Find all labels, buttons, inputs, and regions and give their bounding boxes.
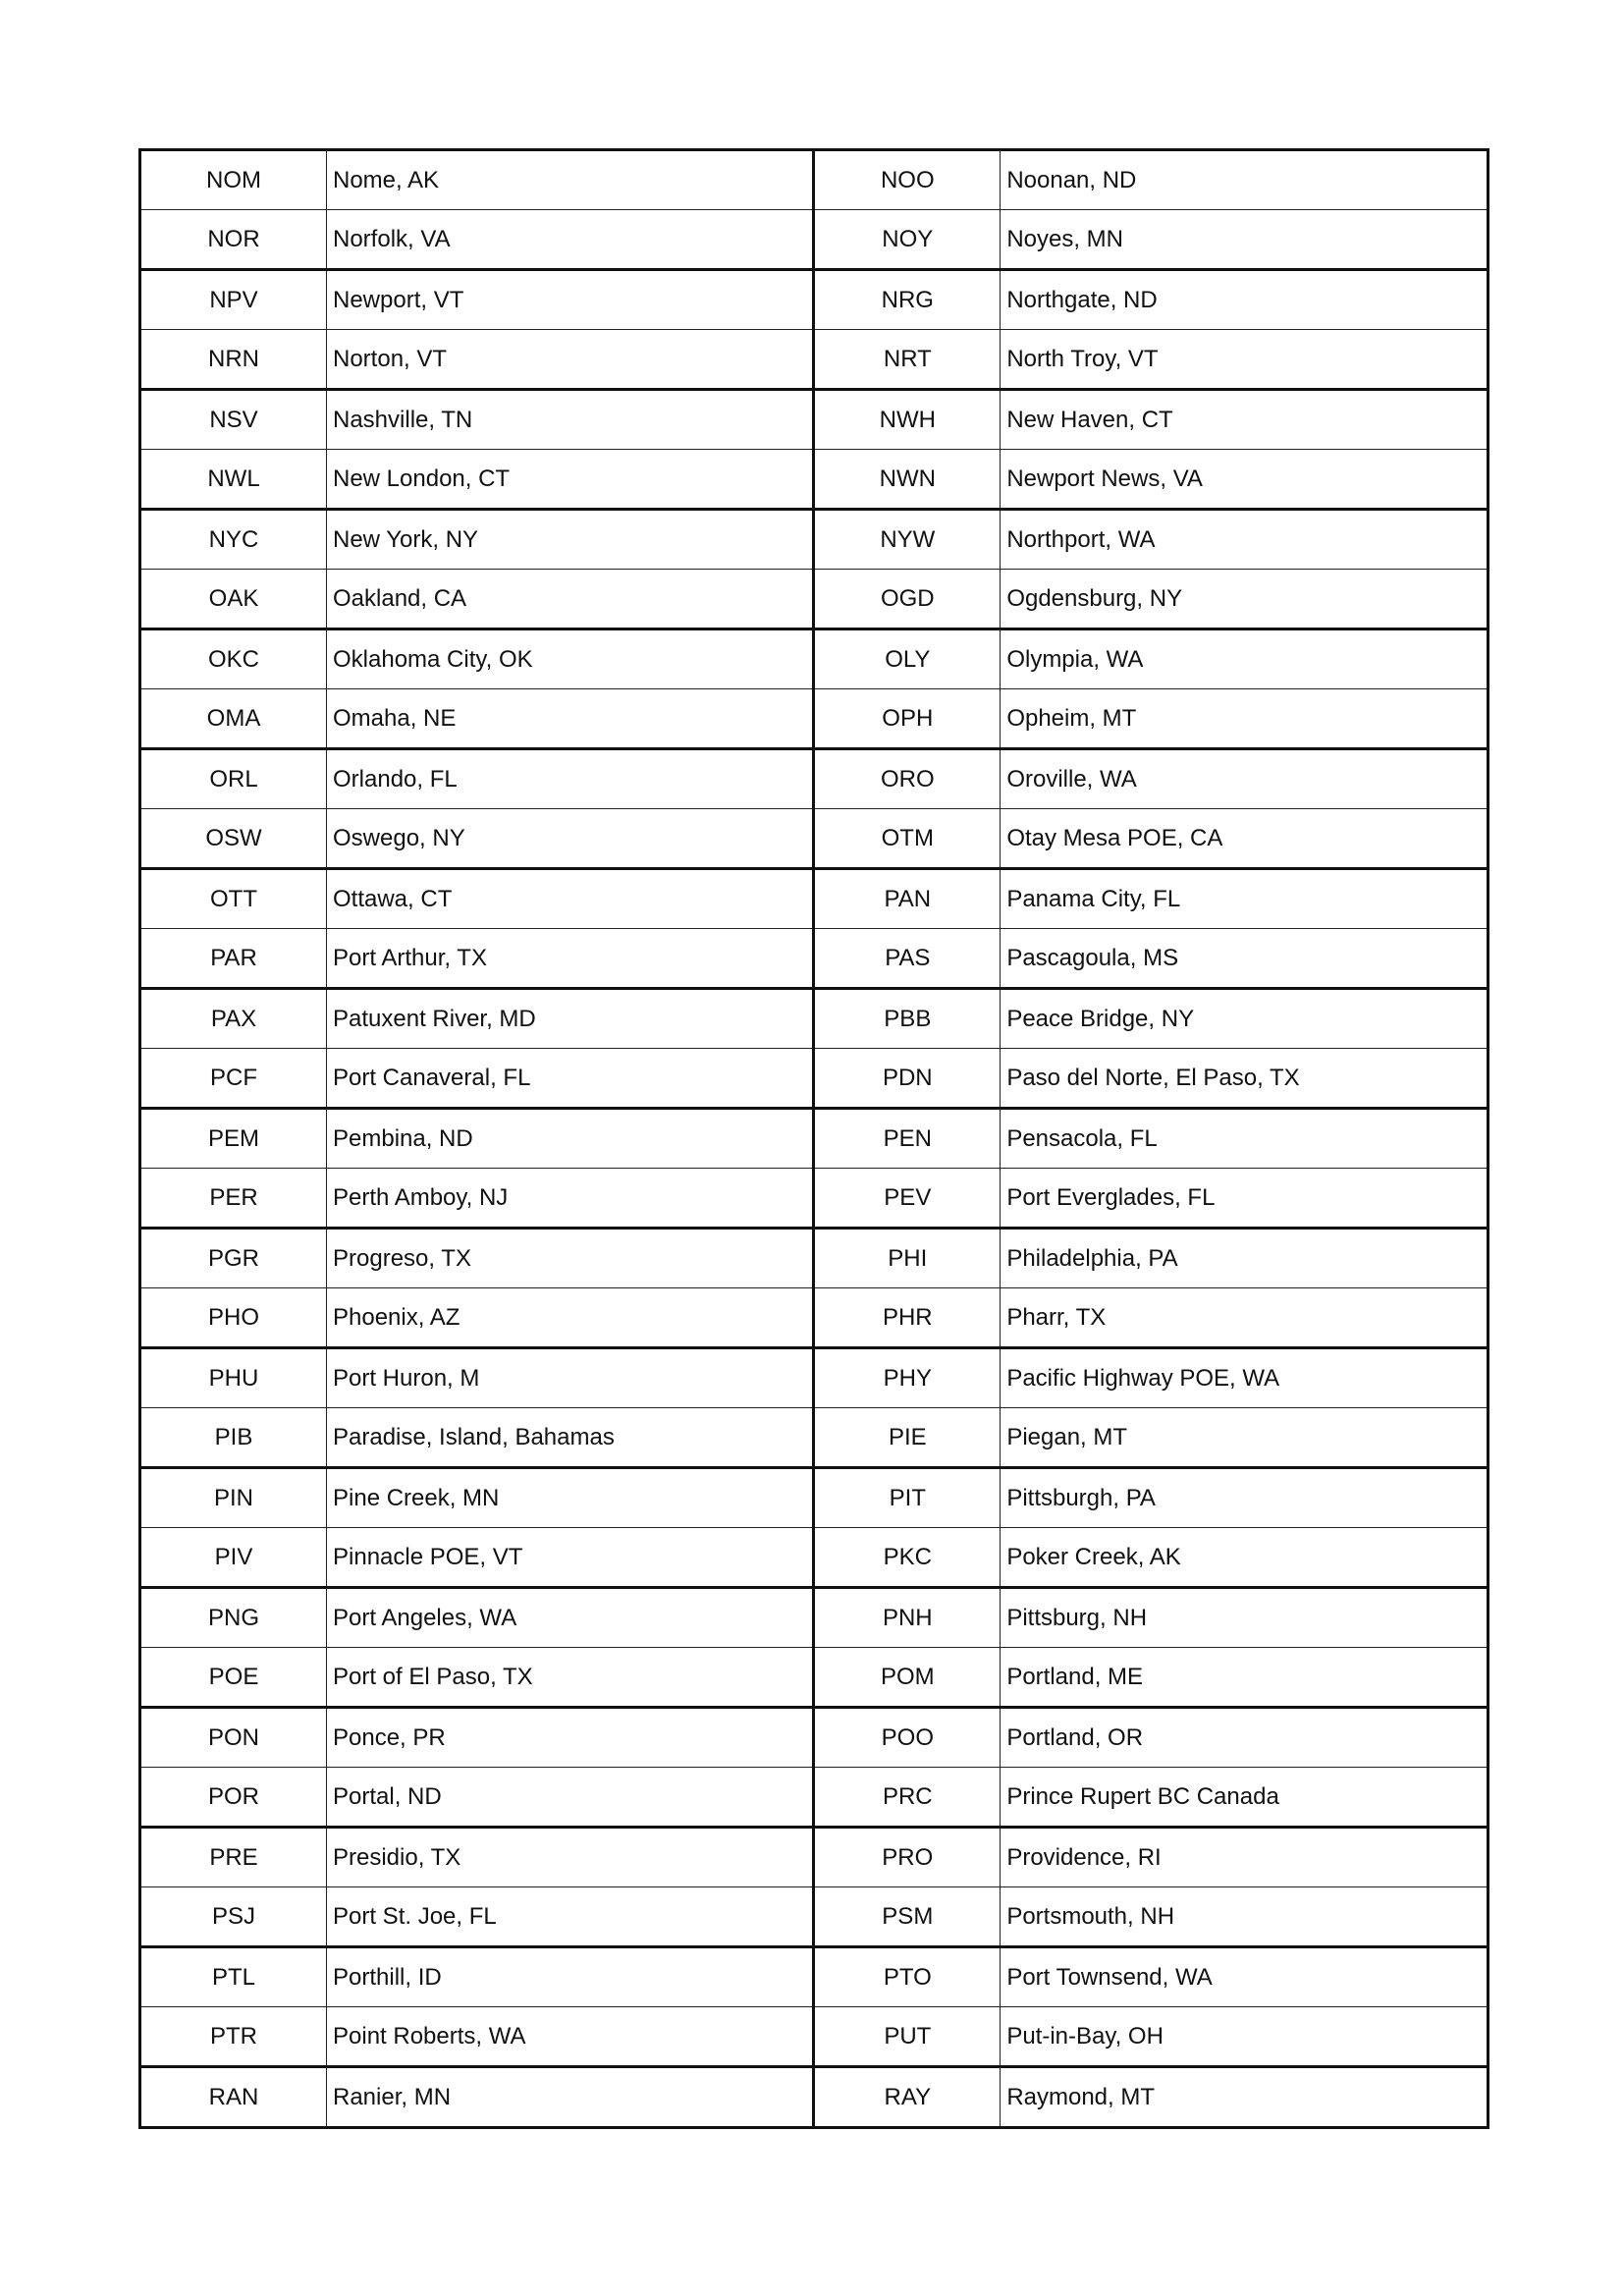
- port-code: RAY: [814, 2067, 1001, 2128]
- port-name: Prince Rupert BC Canada: [1001, 1768, 1489, 1828]
- port-code: PTL: [140, 1947, 327, 2007]
- port-code: PHY: [814, 1348, 1001, 1408]
- port-code: POR: [140, 1768, 327, 1828]
- port-code: PTR: [140, 2007, 327, 2067]
- port-name: Pittsburgh, PA: [1001, 1468, 1489, 1528]
- table-row: [140, 1229, 1489, 1288]
- port-code: POM: [814, 1648, 1001, 1708]
- port-name: Paradise, Island, Bahamas: [327, 1408, 814, 1468]
- port-code: PHO: [140, 1288, 327, 1348]
- port-code: PRO: [814, 1828, 1001, 1887]
- port-code: PDN: [814, 1049, 1001, 1109]
- table-row: [140, 1887, 1489, 1947]
- port-name: Port Everglades, FL: [1001, 1169, 1489, 1229]
- port-name: Peace Bridge, NY: [1001, 989, 1489, 1049]
- port-name: Providence, RI: [1001, 1828, 1489, 1887]
- port-code: POE: [140, 1648, 327, 1708]
- port-name: Pine Creek, MN: [327, 1468, 814, 1528]
- port-code: PON: [140, 1708, 327, 1768]
- port-name: Port Arthur, TX: [327, 929, 814, 989]
- port-code: OKC: [140, 629, 327, 689]
- port-name: Philadelphia, PA: [1001, 1229, 1489, 1288]
- table-row: [140, 1468, 1489, 1528]
- port-name: Presidio, TX: [327, 1828, 814, 1887]
- port-code: PSJ: [140, 1887, 327, 1947]
- port-name: Perth Amboy, NJ: [327, 1169, 814, 1229]
- table-row: [140, 1049, 1489, 1109]
- port-code: PKC: [814, 1528, 1001, 1588]
- port-code: OSW: [140, 809, 327, 869]
- port-code: PBB: [814, 989, 1001, 1049]
- port-name: Oklahoma City, OK: [327, 629, 814, 689]
- port-code: OTM: [814, 809, 1001, 869]
- port-code: RAN: [140, 2067, 327, 2128]
- port-code: PAX: [140, 989, 327, 1049]
- port-code: ORO: [814, 749, 1001, 809]
- port-name: Port of El Paso, TX: [327, 1648, 814, 1708]
- table-row: [140, 629, 1489, 689]
- table-row: [140, 1528, 1489, 1588]
- port-code: PHU: [140, 1348, 327, 1408]
- table-row: [140, 570, 1489, 629]
- port-code: NYW: [814, 510, 1001, 570]
- port-code: PCF: [140, 1049, 327, 1109]
- port-name: Pembina, ND: [327, 1109, 814, 1169]
- port-name: Port Canaveral, FL: [327, 1049, 814, 1109]
- port-code: OAK: [140, 570, 327, 629]
- port-name: Norfolk, VA: [327, 210, 814, 270]
- port-code: NPV: [140, 270, 327, 330]
- port-name: Pacific Highway POE, WA: [1001, 1348, 1489, 1408]
- port-code: PSM: [814, 1887, 1001, 1947]
- port-code: PAS: [814, 929, 1001, 989]
- table-row: [140, 1408, 1489, 1468]
- table-row: [140, 270, 1489, 330]
- port-name: New London, CT: [327, 450, 814, 510]
- port-name: Ranier, MN: [327, 2067, 814, 2128]
- port-name: Portland, ME: [1001, 1648, 1489, 1708]
- port-name: Olympia, WA: [1001, 629, 1489, 689]
- port-name: Newport, VT: [327, 270, 814, 330]
- table-row: [140, 1288, 1489, 1348]
- port-code: ORL: [140, 749, 327, 809]
- port-name: Noonan, ND: [1001, 150, 1489, 210]
- port-name: Ponce, PR: [327, 1708, 814, 1768]
- port-code: NWN: [814, 450, 1001, 510]
- port-name: Oakland, CA: [327, 570, 814, 629]
- port-code: PIB: [140, 1408, 327, 1468]
- port-code: NWH: [814, 390, 1001, 450]
- port-code-table: [138, 148, 1489, 2129]
- port-name: New York, NY: [327, 510, 814, 570]
- port-name: Patuxent River, MD: [327, 989, 814, 1049]
- port-code: PHI: [814, 1229, 1001, 1288]
- port-code: NRG: [814, 270, 1001, 330]
- port-name: Pharr, TX: [1001, 1288, 1489, 1348]
- port-code: PEN: [814, 1109, 1001, 1169]
- table-row: [140, 2007, 1489, 2067]
- port-name: Put-in-Bay, OH: [1001, 2007, 1489, 2067]
- table-row: [140, 510, 1489, 570]
- port-code: PGR: [140, 1229, 327, 1288]
- table-row: [140, 1947, 1489, 2007]
- port-name: Otay Mesa POE, CA: [1001, 809, 1489, 869]
- port-code: NRT: [814, 330, 1001, 390]
- port-name: Nome, AK: [327, 150, 814, 210]
- port-name: Piegan, MT: [1001, 1408, 1489, 1468]
- port-name: Norton, VT: [327, 330, 814, 390]
- port-name: Raymond, MT: [1001, 2067, 1489, 2128]
- port-name: Noyes, MN: [1001, 210, 1489, 270]
- port-code: OTT: [140, 869, 327, 929]
- port-code: OLY: [814, 629, 1001, 689]
- port-name: North Troy, VT: [1001, 330, 1489, 390]
- port-name: Northgate, ND: [1001, 270, 1489, 330]
- port-code: OMA: [140, 689, 327, 749]
- table-row: [140, 1708, 1489, 1768]
- port-code: PNG: [140, 1588, 327, 1648]
- port-name: Ottawa, CT: [327, 869, 814, 929]
- port-name: Orlando, FL: [327, 749, 814, 809]
- port-code: PIN: [140, 1468, 327, 1528]
- port-name: Pensacola, FL: [1001, 1109, 1489, 1169]
- port-name: Oswego, NY: [327, 809, 814, 869]
- table-row: [140, 929, 1489, 989]
- port-name: Progreso, TX: [327, 1229, 814, 1288]
- port-name: Oroville, WA: [1001, 749, 1489, 809]
- port-name: Pascagoula, MS: [1001, 929, 1489, 989]
- port-name: Portland, OR: [1001, 1708, 1489, 1768]
- port-name: Port Townsend, WA: [1001, 1947, 1489, 2007]
- port-name: Port Huron, M: [327, 1348, 814, 1408]
- table-row: [140, 2067, 1489, 2128]
- port-name: Portal, ND: [327, 1768, 814, 1828]
- port-code: PRC: [814, 1768, 1001, 1828]
- table-row: [140, 210, 1489, 270]
- port-code: PEM: [140, 1109, 327, 1169]
- port-name: Port Angeles, WA: [327, 1588, 814, 1648]
- table-row: [140, 869, 1489, 929]
- port-code: NWL: [140, 450, 327, 510]
- port-name: Point Roberts, WA: [327, 2007, 814, 2067]
- table-row: [140, 1169, 1489, 1229]
- port-code: NSV: [140, 390, 327, 450]
- table-row: [140, 1768, 1489, 1828]
- port-code: PIT: [814, 1468, 1001, 1528]
- port-code: PIV: [140, 1528, 327, 1588]
- table-row: [140, 1109, 1489, 1169]
- port-code: POO: [814, 1708, 1001, 1768]
- port-code: PIE: [814, 1408, 1001, 1468]
- port-code: PAR: [140, 929, 327, 989]
- port-name: Panama City, FL: [1001, 869, 1489, 929]
- port-name: Poker Creek, AK: [1001, 1528, 1489, 1588]
- table-row: [140, 330, 1489, 390]
- table-row: [140, 689, 1489, 749]
- port-code: PUT: [814, 2007, 1001, 2067]
- port-code: NYC: [140, 510, 327, 570]
- port-code: PTO: [814, 1947, 1001, 2007]
- port-code: NOR: [140, 210, 327, 270]
- port-code: NOM: [140, 150, 327, 210]
- table-row: [140, 1588, 1489, 1648]
- port-name: Paso del Norte, El Paso, TX: [1001, 1049, 1489, 1109]
- port-code: OGD: [814, 570, 1001, 629]
- table-row: [140, 749, 1489, 809]
- table-row: [140, 1828, 1489, 1887]
- port-name: Phoenix, AZ: [327, 1288, 814, 1348]
- port-name: Ogdensburg, NY: [1001, 570, 1489, 629]
- table-body: [140, 150, 1489, 2128]
- table-row: [140, 809, 1489, 869]
- table-row: [140, 390, 1489, 450]
- port-name: Pittsburg, NH: [1001, 1588, 1489, 1648]
- port-name: Omaha, NE: [327, 689, 814, 749]
- table-row: [140, 1648, 1489, 1708]
- port-code: PRE: [140, 1828, 327, 1887]
- port-name: Porthill, ID: [327, 1947, 814, 2007]
- port-code: PNH: [814, 1588, 1001, 1648]
- port-name: Port St. Joe, FL: [327, 1887, 814, 1947]
- table-row: [140, 989, 1489, 1049]
- port-name: New Haven, CT: [1001, 390, 1489, 450]
- port-code: NOY: [814, 210, 1001, 270]
- port-name: Newport News, VA: [1001, 450, 1489, 510]
- table-row: [140, 450, 1489, 510]
- port-name: Nashville, TN: [327, 390, 814, 450]
- port-name: Opheim, MT: [1001, 689, 1489, 749]
- port-name: Pinnacle POE, VT: [327, 1528, 814, 1588]
- port-name: Portsmouth, NH: [1001, 1887, 1489, 1947]
- port-name: Northport, WA: [1001, 510, 1489, 570]
- port-code: PEV: [814, 1169, 1001, 1229]
- port-code: OPH: [814, 689, 1001, 749]
- port-code: PER: [140, 1169, 327, 1229]
- port-code: PAN: [814, 869, 1001, 929]
- port-code: PHR: [814, 1288, 1001, 1348]
- table-row: [140, 1348, 1489, 1408]
- port-code: NRN: [140, 330, 327, 390]
- table-row: [140, 150, 1489, 210]
- port-code: NOO: [814, 150, 1001, 210]
